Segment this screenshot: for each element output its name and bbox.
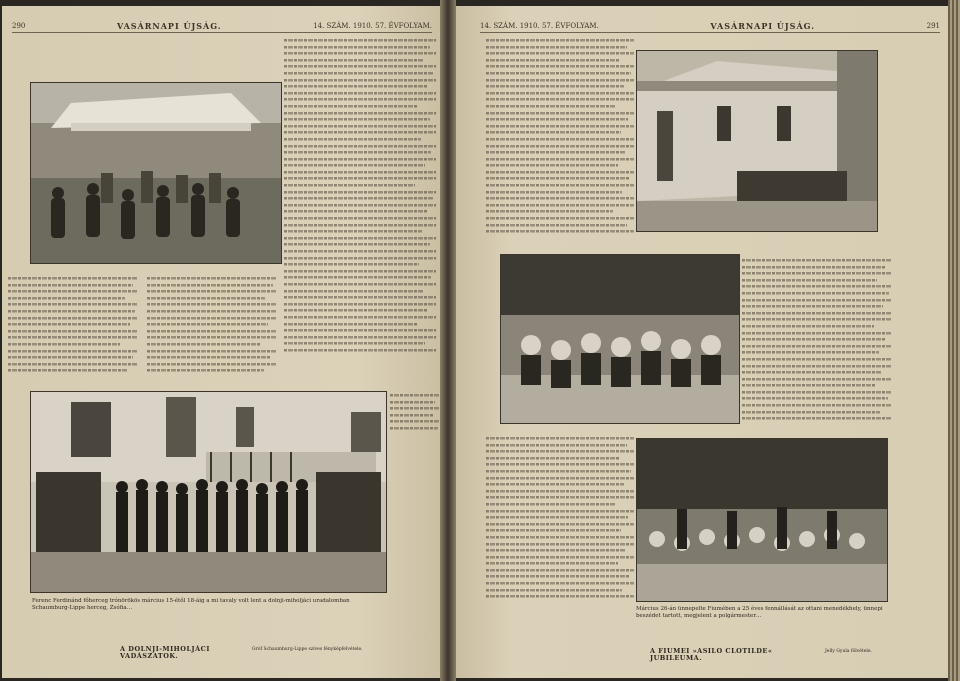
right-top-column-text bbox=[486, 36, 634, 236]
page-number: 291 bbox=[926, 22, 940, 30]
page-edge bbox=[948, 0, 960, 681]
left-page bbox=[2, 6, 446, 678]
book-gutter bbox=[440, 0, 456, 681]
hunting-tent-image bbox=[31, 83, 281, 263]
asilo-caption-credit: Jelly Gyula fölvétele. bbox=[825, 649, 872, 654]
children-group-image bbox=[501, 255, 739, 423]
hunting-party-photo bbox=[30, 391, 387, 593]
right-page bbox=[450, 6, 950, 678]
asilo-caption-title: A FIUMEI »ASILO CLOTILDE« JUBILEUMA. bbox=[650, 647, 773, 662]
hunting-caption-title: A DOLNJI-MIHOLJÁCI VADÁSZATOK. bbox=[120, 645, 210, 660]
right-page-header bbox=[480, 20, 940, 33]
page-header-title: VASÁRNAPI ÚJSÁG. bbox=[116, 21, 222, 31]
hunting-party-image bbox=[31, 392, 386, 592]
asilo-clotilde-photo bbox=[636, 438, 888, 602]
hunting-caption-credit: Gróf Schaumburg-Lippe szíves fényképfelvétele. bbox=[252, 647, 363, 652]
left-far-column-text bbox=[390, 391, 440, 631]
building-image bbox=[637, 51, 877, 231]
page-header-date: 14. SZÁM. 1910. 57. ÉVFOLYAM. bbox=[480, 22, 599, 30]
page-header-title: VASÁRNAPI ÚJSÁG. bbox=[710, 21, 815, 31]
building-photo bbox=[636, 50, 878, 232]
page-number: 290 bbox=[12, 22, 26, 30]
middle-column-text bbox=[147, 274, 277, 374]
hunting-caption-text: Ferenc Ferdinánd főherceg trónörökös március 15-étől 18-áig a mi tavaly volt lent a dolnji-miholjáci uradalomban Schaumburg-Lippe herceg, Zsófia… bbox=[32, 598, 350, 611]
right-bottom-left-column-text bbox=[486, 434, 634, 606]
left-column-text bbox=[8, 274, 138, 374]
asilo-clotilde-image bbox=[637, 439, 887, 601]
right-middle-column-text bbox=[742, 256, 892, 426]
children-group-photo bbox=[500, 254, 740, 424]
page-header-date: 14. SZÁM. 1910. 57. ÉVFOLYAM. bbox=[313, 22, 432, 30]
left-right-column-text bbox=[284, 36, 436, 366]
hunting-tent-photo bbox=[30, 82, 282, 264]
asilo-caption-text: Március 26-án ünnepelte Fiumében a 25 éves fennállását az ottani menedékhely, ünnepi beszédet tartott, megjelent a polgármester… bbox=[636, 606, 883, 619]
left-page-header bbox=[12, 20, 432, 33]
